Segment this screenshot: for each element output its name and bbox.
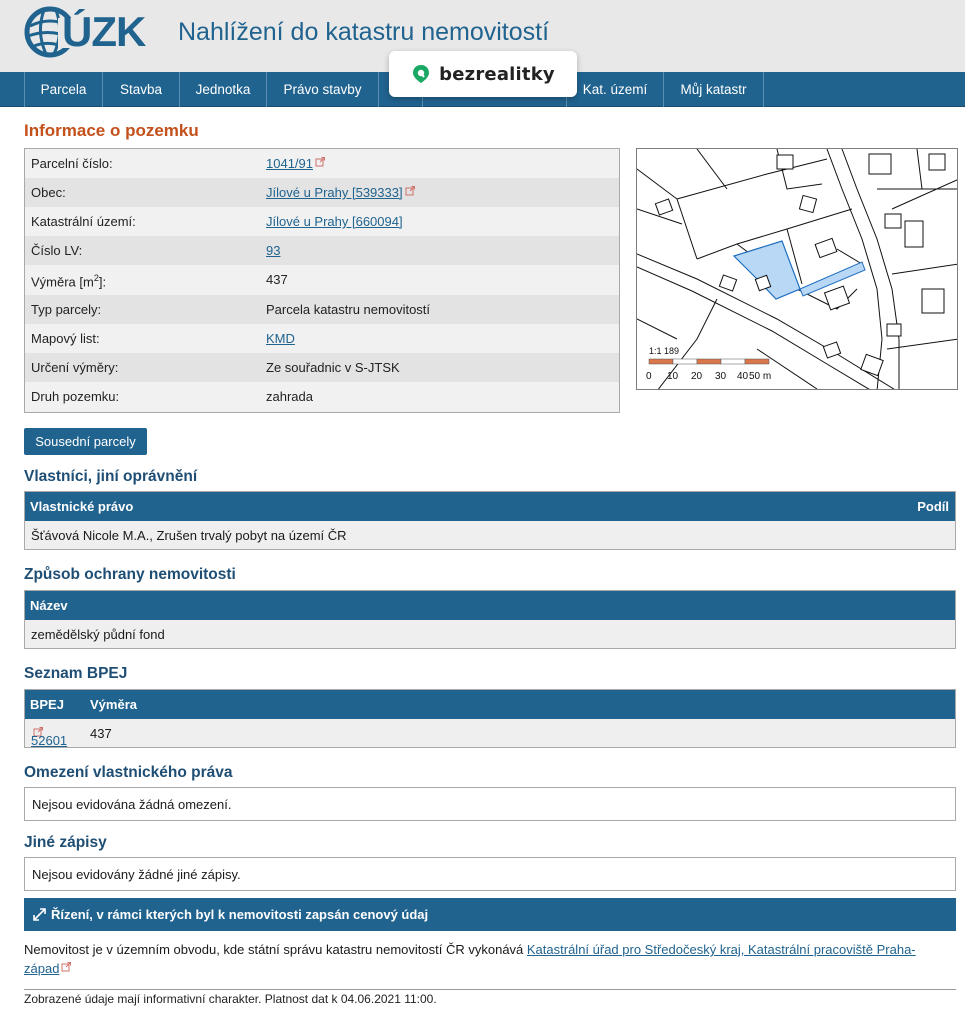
logo-text: ÚZK: [62, 8, 146, 55]
info-value: [266, 156, 325, 171]
table-header: [25, 591, 955, 620]
info-label: Typ parcely:: [31, 302, 102, 317]
price-proceedings-toggle[interactable]: [24, 898, 956, 931]
office-info: [24, 940, 944, 978]
map-sheet-link[interactable]: KMD: [266, 331, 295, 346]
map-scale-bar: [649, 359, 769, 364]
restrictions-box: [24, 787, 956, 821]
protection-value: zemědělský půdní fond: [31, 627, 165, 642]
info-value: [266, 185, 415, 200]
table-row: [25, 719, 955, 747]
col-area: Výměra: [90, 697, 137, 712]
neighbor-parcels-button[interactable]: Sousední parcely: [24, 428, 147, 455]
app-title: Nahlížení do katastru nemovitostí: [178, 18, 550, 46]
info-value: zahrada: [266, 389, 313, 404]
bpej-area: 437: [90, 726, 112, 741]
bpej-table: [24, 689, 956, 748]
owner-name: Šťávová Nicole M.A., Zrušen trvalý pobyt na území ČR: [31, 528, 347, 543]
data-validity-note: Zobrazené údaje mají informativní charakter. Platnost dat k 04.06.2021 11:00.: [24, 992, 437, 1006]
lv-number-link[interactable]: 93: [266, 243, 281, 258]
table-header: [25, 690, 955, 719]
info-label: Výměra $[m^2]$:: [31, 273, 107, 290]
parcel-number-link[interactable]: 1041/91: [266, 156, 313, 171]
protection-heading: Způsob ochrany nemovitosti: [24, 566, 236, 583]
info-label: Určení výměry:: [31, 360, 119, 375]
office-link[interactable]: Katastrální úřad pro Středočeský kraj, Katastrální pracoviště Praha-západ: [24, 942, 916, 976]
expand-icon: [33, 908, 46, 921]
col-share: Podíl: [917, 499, 949, 514]
protection-table: [24, 590, 956, 649]
cuzk-logo[interactable]: [24, 6, 145, 58]
bpej-code-cell: [31, 726, 68, 748]
info-value: Parcela katastru nemovitostí: [266, 302, 431, 317]
table-row: [25, 521, 955, 549]
info-value: 437: [266, 272, 288, 287]
table-row: [25, 620, 955, 648]
other-records-text: Nejsou evidovány žádné jiné zápisy.: [32, 867, 241, 882]
cadastral-map[interactable]: [636, 148, 958, 390]
bezrealitky-promo[interactable]: [389, 51, 577, 97]
external-link-icon: [405, 186, 415, 196]
info-label: Parcelní číslo:: [31, 156, 113, 171]
restrictions-text: Nejsou evidována žádná omezení.: [32, 797, 232, 812]
external-link-icon: [61, 962, 71, 972]
info-row: [25, 382, 619, 411]
bpej-heading: Seznam BPEJ: [24, 665, 128, 682]
nav-stavba[interactable]: Stavba: [103, 72, 180, 107]
table-header: [25, 492, 955, 521]
other-records-heading: Jiné zápisy: [24, 834, 107, 851]
info-row: [25, 178, 619, 207]
external-link-icon: [315, 157, 325, 167]
scale-tick: 30: [715, 371, 727, 382]
col-ownership: Vlastnické právo: [30, 499, 134, 514]
map-scale-text: 1:1 189: [649, 346, 680, 356]
parcel-info-table: [24, 148, 620, 413]
nav-muj-katastr[interactable]: Můj katastr: [664, 72, 764, 107]
scale-tick: 20: [691, 371, 703, 382]
info-row: [25, 149, 619, 178]
info-value: Ze souřadnic v S-JTSK: [266, 360, 400, 375]
nav-kat-uzemi[interactable]: Kat. území: [567, 72, 664, 107]
municipality-link[interactable]: Jílové u Prahy [539333]: [266, 185, 403, 200]
scale-tick: 50 m: [749, 371, 772, 382]
col-bpej: BPEJ: [30, 697, 64, 712]
location-pin-icon: [411, 64, 431, 84]
info-row: [25, 295, 619, 324]
bpej-code-link[interactable]: 52601: [31, 733, 68, 748]
scale-tick: 40: [737, 371, 749, 382]
office-text: Nemovitost je v územním obvodu, kde státní správu katastru nemovitostí ČR vykonává: [24, 942, 527, 957]
promo-label: bezrealitky: [439, 63, 555, 85]
info-label: Obec:: [31, 185, 66, 200]
nav-jednotka[interactable]: Jednotka: [180, 72, 267, 107]
restrictions-heading: Omezení vlastnického práva: [24, 764, 233, 781]
proceedings-label: Řízení, v rámci kterých byl k nemovitosti zapsán cenový údaj: [51, 907, 429, 922]
info-label: Mapový list:: [31, 331, 100, 346]
divider: [24, 989, 956, 990]
owners-heading: Vlastníci, jiní oprávnění: [24, 468, 198, 485]
nav-parcela[interactable]: Parcela: [24, 72, 103, 107]
info-row: [25, 207, 619, 236]
col-name: Název: [30, 598, 68, 613]
info-row: [25, 265, 619, 295]
scale-tick: 0: [646, 371, 652, 382]
scale-tick: 10: [667, 371, 679, 382]
page-title: Informace o pozemku: [24, 121, 199, 140]
owners-table: [24, 491, 956, 550]
info-row: [25, 324, 619, 353]
info-row: [25, 236, 619, 265]
nav-pravo-stavby[interactable]: Právo stavby: [267, 72, 379, 107]
info-label: Druh pozemku:: [31, 389, 120, 404]
cadastral-map-drawing: [637, 149, 958, 390]
info-row: [25, 353, 619, 382]
info-label: Číslo LV:: [31, 243, 83, 258]
other-records-box: [24, 857, 956, 891]
info-label: Katastrální území:: [31, 214, 136, 229]
cadastral-area-link[interactable]: Jílové u Prahy [660094]: [266, 214, 403, 229]
